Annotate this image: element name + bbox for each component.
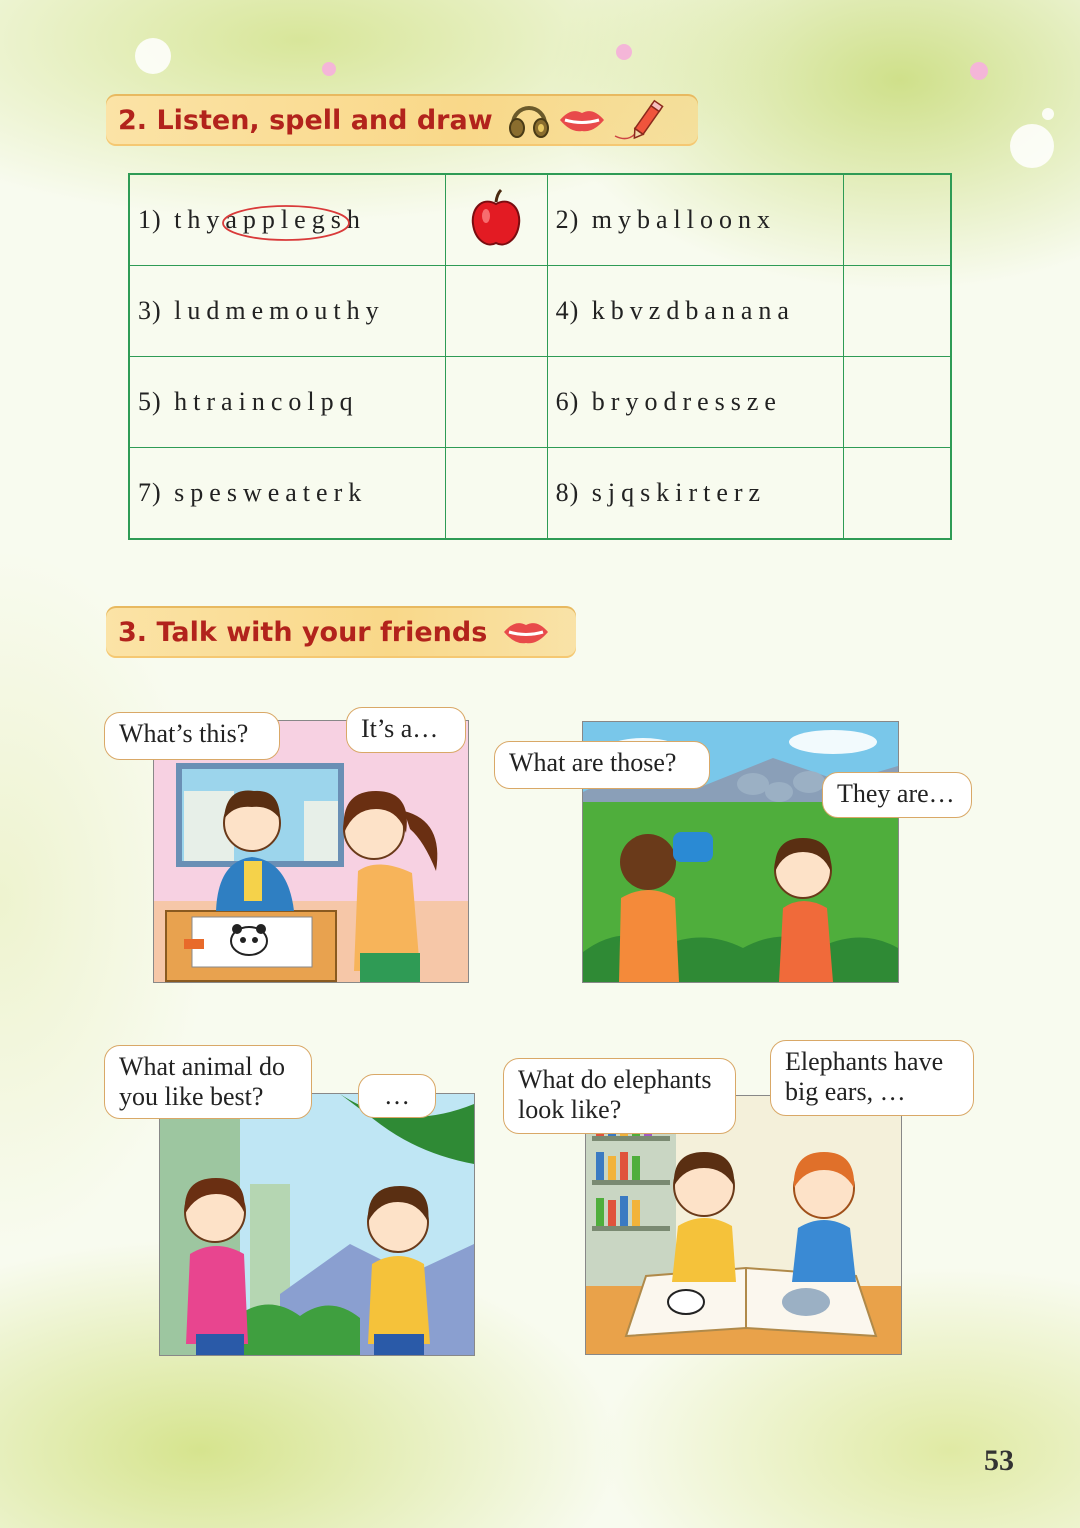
- speech-bubble-ellipsis: [358, 1074, 436, 1118]
- bubble-text-line-2: you like best?: [119, 1081, 264, 1111]
- letter-string: ludmemouthy: [174, 296, 385, 325]
- drawing-box-3[interactable]: [445, 266, 547, 357]
- letter-puzzle-4: [547, 266, 843, 357]
- letter-string: sjqskirterz: [591, 478, 767, 507]
- table-row: [129, 174, 951, 266]
- item-number: 7): [138, 478, 162, 507]
- letter-puzzle-7: [129, 448, 445, 540]
- bubble-text: They are…: [837, 779, 955, 808]
- item-number: 5): [138, 387, 162, 416]
- bubble-text: What’s this?: [119, 719, 249, 748]
- table-row: [129, 266, 951, 357]
- item-number: 6): [555, 387, 580, 416]
- decor-bubble: [1010, 124, 1054, 168]
- bubble-text: …: [384, 1081, 410, 1110]
- letter-string: spesweaterk: [174, 478, 368, 507]
- decor-dot: [616, 44, 632, 60]
- section-2-title-text: 2. Listen, spell and draw: [118, 104, 493, 136]
- scene-illustration: [160, 1094, 474, 1355]
- drawing-box-5[interactable]: [445, 357, 547, 448]
- bubble-text-line-2: big ears, …: [785, 1076, 906, 1106]
- table-row: [129, 448, 951, 540]
- drawing-box-6[interactable]: [844, 357, 951, 448]
- letter-puzzle-8: [547, 448, 843, 540]
- bubble-text: What are those?: [509, 748, 677, 777]
- lips-icon: [557, 105, 607, 135]
- pencil-icon: [613, 98, 669, 142]
- speech-bubble-its-a: [346, 707, 466, 753]
- item-number: 2): [555, 205, 580, 234]
- item-number: 8): [555, 478, 580, 507]
- item-number: 1): [138, 205, 162, 234]
- speech-bubble-what-animal: [104, 1045, 312, 1119]
- letter-string: bryodressze: [591, 387, 782, 416]
- table-row: [129, 357, 951, 448]
- drawing-box-2[interactable]: [844, 174, 951, 266]
- bubble-text-line-1: Elephants have: [785, 1047, 944, 1076]
- letter-string: kbvzdbanana: [591, 296, 795, 325]
- bubble-text-line-1: What do elephants: [518, 1065, 712, 1094]
- speech-bubble-they-are: [822, 772, 972, 818]
- drawing-box-7[interactable]: [445, 448, 547, 540]
- drawing-box-8[interactable]: [844, 448, 951, 540]
- bubble-text-line-2: look like?: [518, 1094, 622, 1124]
- scene-elephant-book: [585, 1095, 902, 1355]
- circle-mark: [220, 203, 352, 243]
- lips-icon: [501, 617, 551, 647]
- scene-illustration: [154, 721, 468, 982]
- letter-string: htraincolpq: [174, 387, 359, 416]
- page-number: 53: [984, 1444, 1014, 1477]
- speech-bubble-elephants-have: [770, 1040, 974, 1116]
- headphones-icon: [507, 100, 551, 140]
- decor-dot: [970, 62, 988, 80]
- item-number: 4): [555, 296, 580, 325]
- letter-puzzle-3: [129, 266, 445, 357]
- section-2-title: [106, 94, 698, 146]
- item-number: 3): [138, 296, 162, 325]
- letter-puzzle-1: [129, 174, 445, 266]
- speech-bubble-whats-this: [104, 712, 280, 760]
- scene-illustration: [586, 1096, 901, 1354]
- decor-bubble: [135, 38, 171, 74]
- decor-dot: [322, 62, 336, 76]
- apple-icon: [469, 188, 523, 248]
- scene-favorite-animal: [159, 1093, 475, 1356]
- drawing-box-1[interactable]: [445, 174, 547, 266]
- letter-puzzle-5: [129, 357, 445, 448]
- bubble-text: It’s a…: [361, 714, 439, 743]
- decor-bubble: [1042, 108, 1054, 120]
- letter-puzzle-6: [547, 357, 843, 448]
- spelling-grid: [128, 173, 952, 540]
- letter-string: thyapplegsh: [174, 205, 366, 234]
- drawing-box-4[interactable]: [844, 266, 951, 357]
- speech-bubble-what-are-those: [494, 741, 710, 789]
- speech-bubble-what-do-elephants: [503, 1058, 736, 1134]
- section-3-title-text: 3. Talk with your friends: [118, 616, 488, 648]
- section-3-title: [106, 606, 576, 658]
- bubble-text-line-1: What animal do: [119, 1052, 286, 1081]
- letter-string: myballoonx: [591, 205, 777, 234]
- letter-puzzle-2: [547, 174, 843, 266]
